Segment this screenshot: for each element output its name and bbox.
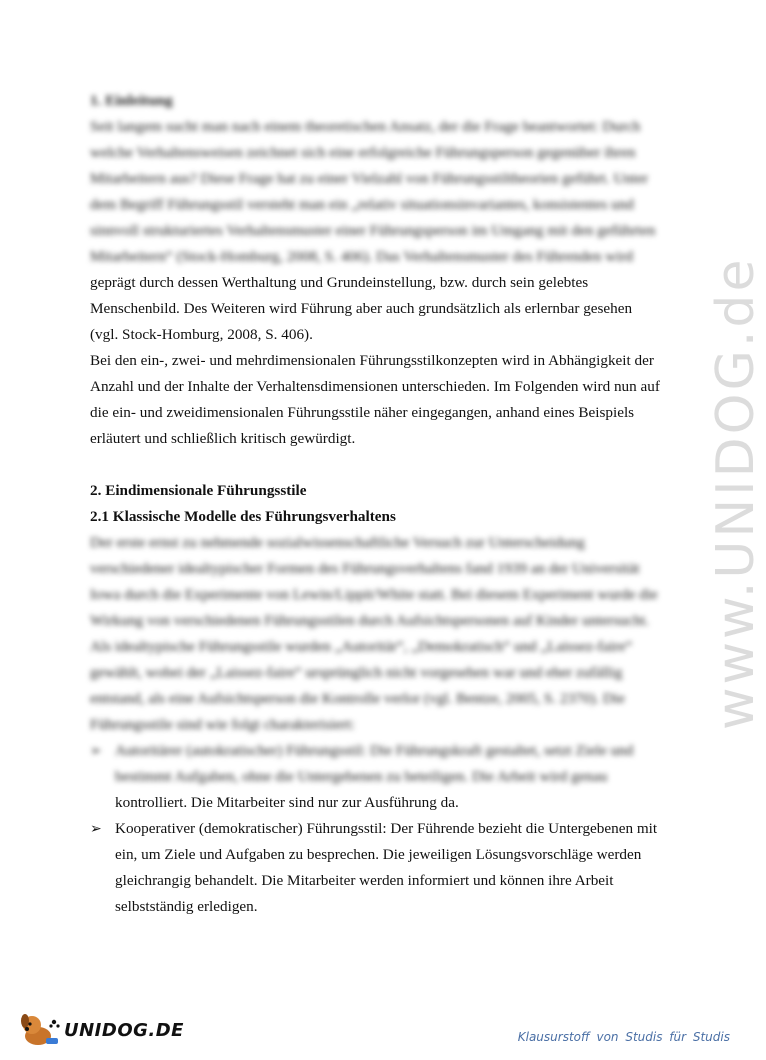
bullet-2-line-2: ein, um Ziele und Aufgaben zu besprechen. Die jeweiligen Lösungsvorschläge werden [115, 846, 642, 863]
arrow-bullet-icon: ➢ [90, 821, 102, 837]
intro-line-3: (vgl. Stock-Homburg, 2008, S. 406). [90, 326, 313, 343]
bullet-2-line-3: gleichrangig behandelt. Die Mitarbeiter werden informiert und können ihre Arbeit [115, 872, 614, 889]
bullet-1-blurred: Autoritärer (autokratischer) Führungsstil: Die Führungskraft gestaltet, setzt Ziele und bestimmt Aufgaben, ohne die Untergebenen zu beteiligen. Die Arbeit wird genau [115, 742, 634, 785]
intro-para2-line-3: die ein- und zweidimensionalen Führungsstile näher eingegangen, anhand eines Beispiels [90, 404, 635, 421]
bullet-1-visible: kontrolliert. Die Mitarbeiter sind nur zur Ausführung da. [115, 794, 459, 811]
arrow-bullet-icon: ➢ [90, 743, 102, 759]
bullet-list [90, 738, 670, 920]
intro-line-2: Menschenbild. Des Weiteren wird Führung aber auch grundsätzlich als erlernbar gesehen [90, 300, 633, 317]
bullet-2-line-4: selbstständig erledigen. [115, 898, 258, 915]
intro-para2-line-2: Anzahl und der Inhalte der Verhaltensdimensionen unterschieden. Im Folgenden wird nun auf [90, 378, 660, 395]
heading-section-2: 2. Eindimensionale Führungsstile [90, 482, 307, 499]
footer-tagline: Klausurstoff von Studis für Studis [517, 1030, 730, 1044]
footer-logo[interactable] [18, 1012, 184, 1048]
document-body [90, 88, 670, 920]
list-item [90, 738, 670, 816]
dog-mascot-icon [18, 1012, 62, 1048]
intro-blurred-text: Seit langem sucht man nach einem theoretischen Ansatz, der die Frage beantwortet: Durch welche Verhaltensweisen zeichnet sich eine erfolgreiche Führungsperson gegenüber ihren Mitarbeitern aus? Diese Frage hat zu einer Vielzahl von Führungsstiltheorien geführt. Unter dem Begriff Führungsstil versteht man ein „relativ situationsinvariantes, konsistentes und sinnvoll strukturiertes Verhaltensmuster einer Führungsperson im Umgang mit den geführten Mitarbeitern“ (Stock-Homburg, 2008, S. 406). Das Verhaltensmuster des Führenden wird [90, 118, 656, 265]
section21-blurred-text: Der erste ernst zu nehmende sozialwissenschaftliche Versuch zur Unterscheidung verschiedener idealtypischer Formen des Führungsverhaltens fand 1939 an der Universität Iowa durch die Experimente von Lewin/Lippit/White statt. Bei diesem Experiment wurde die Wirkung von verschiedenen Führungsstilen durch Aufsichtspersonen auf Kinder untersucht. Als idealtypische Führungsstile wurden „Autoritär“, „Demokratisch“ und „Laissez-faire“ gewählt, wobei der „Laissez-faire“ ursprünglich nicht vorgesehen war und eher zufällig entstand, als eine Aufsichtsperson die Kontrolle verlor (vgl. Bentze, 2005, S. 2370). Die Führungsstile sind wie folgt charakterisiert: [90, 534, 658, 733]
intro-line-1: geprägt durch dessen Werthaltung und Grundeinstellung, bzw. durch sein gelebtes [90, 274, 589, 291]
intro-para2-line-4: erläutert und schließlich kritisch gewürdigt. [90, 430, 356, 447]
logo-text: UNIDOG.DE [64, 1019, 184, 1041]
section-gap [90, 452, 670, 478]
intro-para2-line-1: Bei den ein-, zwei- und mehrdimensionalen Führungsstilkonzepten wird in Abhängigkeit der [90, 352, 654, 369]
list-item [90, 816, 670, 920]
watermark: www.UNIDOG.de [706, 256, 766, 730]
bullet-2-line-1: Kooperativer (demokratischer) Führungsstil: Der Führende bezieht die Untergebenen mit [115, 820, 658, 837]
heading-section-2-1: 2.1 Klassische Modelle des Führungsverhaltens [90, 508, 396, 525]
heading-einleitung: 1. Einleitung [90, 92, 173, 109]
